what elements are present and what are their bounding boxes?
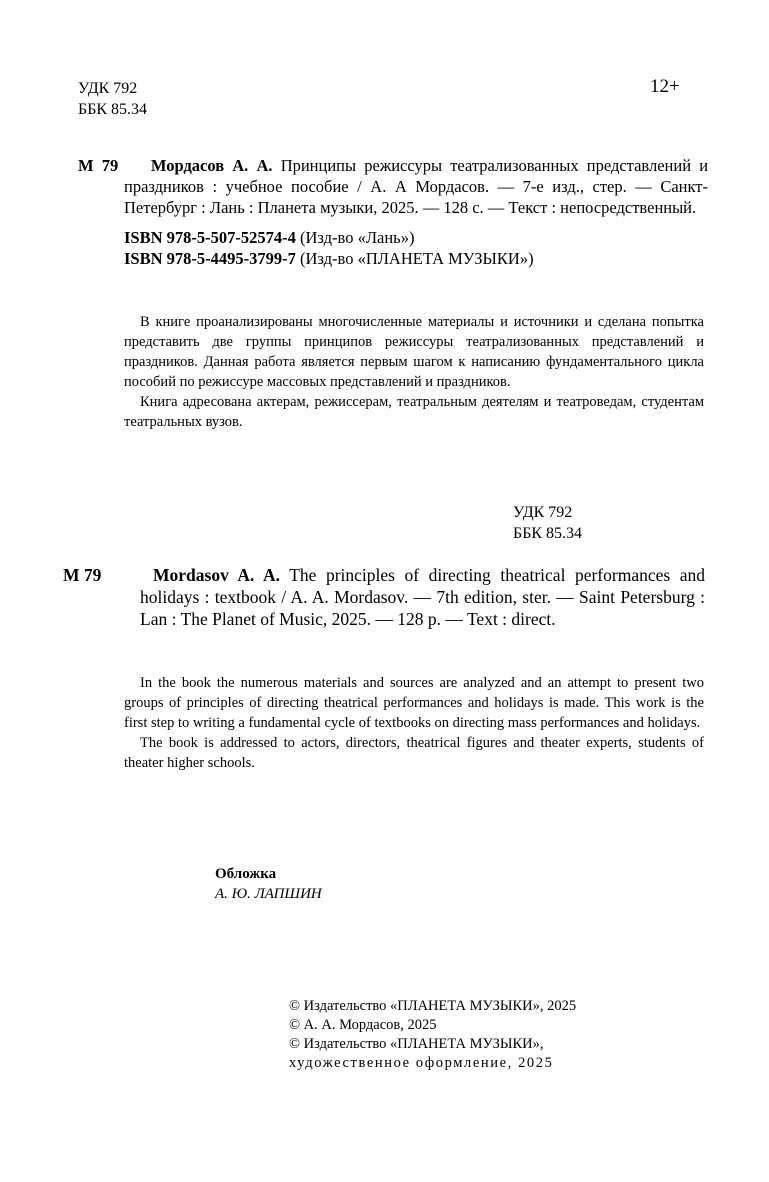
author-name: Mordasov A. A. — [153, 565, 280, 585]
isbn-number: ISBN 978-5-507-52574-4 — [124, 228, 296, 247]
cover-label: Обложка — [215, 866, 277, 882]
abstract-paragraph: Книга адресована актерам, режиссерам, театральным деятелям и театроведам, студентам театральных вузов. — [124, 394, 704, 430]
bibliographic-entry-ru — [78, 155, 708, 269]
classification-block-en — [513, 502, 582, 544]
classification-block-ru — [78, 78, 147, 120]
copyright-block — [289, 997, 576, 1073]
copyright-line: художественное оформление, 2025 — [289, 1055, 554, 1071]
author-name: Мордасов А. А. — [150, 156, 273, 175]
age-rating: 12+ — [650, 76, 680, 97]
abstract-ru — [124, 312, 704, 432]
udk-code: УДК 792 — [513, 504, 573, 521]
isbn-number: ISBN 978-5-4495-3799-7 — [124, 249, 296, 268]
copyright-line: © А. А. Мордасов, 2025 — [289, 1017, 437, 1033]
abstract-paragraph: The book is addressed to actors, directors, theatrical figures and theater experts, students of theater higher schools. — [124, 735, 704, 771]
isbn-publisher: (Изд-во «ПЛАНЕТА МУЗЫКИ») — [300, 249, 534, 268]
bibliographic-entry-en — [63, 564, 705, 630]
copyright-line: © Издательство «ПЛАНЕТА МУЗЫКИ», — [289, 1036, 544, 1052]
cover-credit — [215, 864, 322, 904]
library-code: M 79 — [63, 565, 102, 585]
isbn-line-2 — [124, 248, 708, 269]
abstract-paragraph: В книге проанализированы многочисленные материалы и источники и сделана попытка представить две группы принципов режиссуры театрализованных представлений и праздников. Данная работа является первым шагом к написанию фундаментального цикла пособий по режиссуре массовых представлений и праздников. — [124, 314, 704, 390]
abstract-paragraph: In the book the numerous materials and sources are analyzed and an attempt to present two groups of principles of directing theatrical performances and holidays is made. This work is the first step to writing a fundamental cycle of textbooks on directing mass performances and holidays. — [124, 675, 704, 731]
citation-text: The principles of directing theatrical performances and holidays : textbook / A. A. Mordasov. — 7th edition, ster. — Saint Petersburg : Lan : The Planet of Music, 2025. — 128 p. — Text : direct. — [140, 565, 705, 629]
cover-artist: А. Ю. ЛАПШИН — [215, 886, 322, 902]
citation-text: Принципы режиссуры театрализованных представлений и праздников : учебное пособие / А. А Мордасов. — 7-е изд., стер. — Санкт-Петербург : Лань : Планета музыки, 2025. — 128 с. — Текст : непосредственный. — [124, 156, 709, 217]
copyright-line: © Издательство «ПЛАНЕТА МУЗЫКИ», 2025 — [289, 998, 577, 1014]
library-code: М 79 — [78, 156, 119, 175]
isbn-publisher: (Изд-во «Лань») — [300, 228, 415, 247]
bbk-code: ББК 85.34 — [78, 101, 148, 118]
udk-code: УДК 792 — [78, 80, 138, 97]
citation-ru — [78, 155, 708, 218]
bbk-code: ББК 85.34 — [513, 525, 583, 542]
citation-en — [140, 564, 705, 630]
abstract-en — [124, 673, 704, 773]
isbn-line-1 — [124, 227, 708, 248]
